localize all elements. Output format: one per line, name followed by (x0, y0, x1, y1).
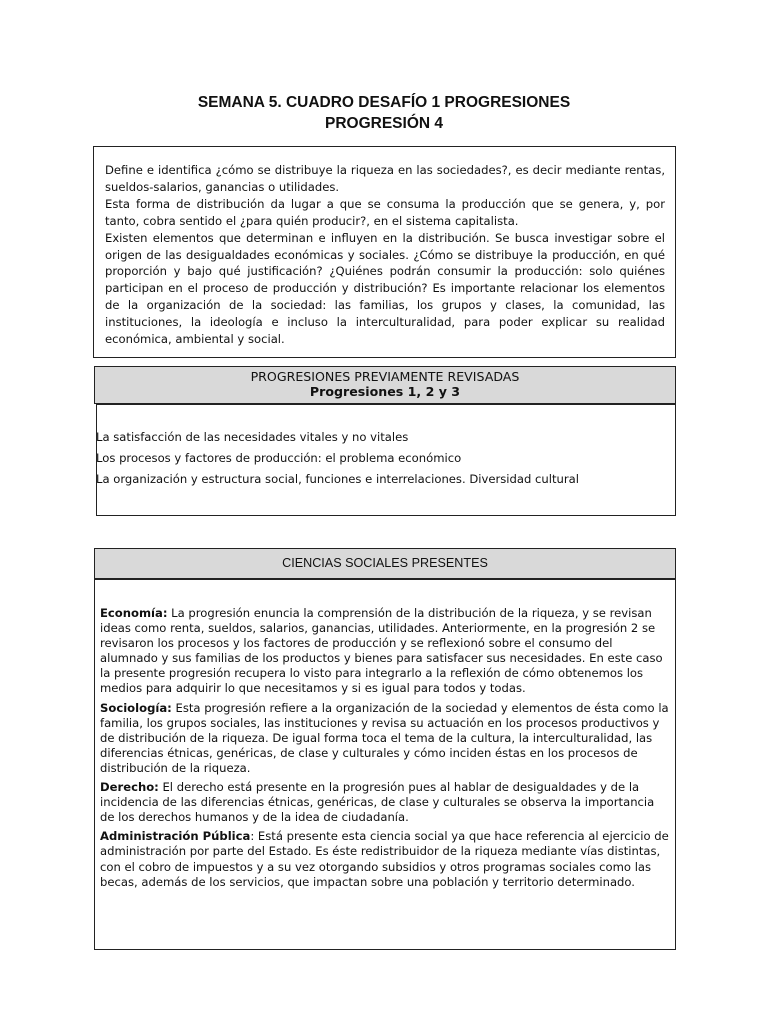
intro-paragraph: Esta forma de distribución da lugar a que se consuma la producción que se genera, y, por tanto, cobra sentido el ¿para quién producir?, en el sistema capitalista. (105, 196, 665, 228)
law-label: Derecho: (100, 780, 159, 795)
previous-progressions-heading: PROGRESIONES PREVIAMENTE REVISADAS (250, 369, 520, 384)
public-administration-text: : Está presente esta ciencia social ya que hace referencia al ejercicio de administración por parte del Estado. Es éste redistribuidor de la riqueza mediante vías distintas, con el cobro de impuestos y a su vez otorgando subsidios y otros programas sociales como las becas, además de los servicios, que impactan sobre una población y territorio determinado. (100, 829, 669, 889)
document-header (0, 92, 768, 134)
intro-paragraph: Existen elementos que determinan e influyen en la distribución. Se busca investigar sobre el origen de las desigualdades económicas y sociales. ¿Cómo se distribuye la producción, en qué proporción y bajo qué justificación? ¿Quiénes podrán consumir la producción: solo quiénes participan en el proceso de producción y distribución? Es importante relacionar los elementos de la organización de la sociedad: las familias, los grupos y clases, la comunidad, las instituciones, la ideología e incluso la interculturalidad, para poder explicar su realidad económica, ambiental y social. (105, 230, 665, 347)
previous-progressions-list (96, 404, 676, 516)
sociology-text: Esta progresión refiere a la organización de la sociedad y elementos de ésta como la familia, los grupos sociales, las instituciones y revisa su actuación en los procesos productivos y de distribución de la riqueza. De igual forma toca el tema de la cultura, la interculturalidad, las diferencias étnicas, genéricas, de clase y culturales y cómo inciden éstas en los procesos de distribución de la riqueza. (100, 700, 669, 775)
public-administration-label: Administración Pública (100, 829, 251, 844)
economics-label: Economía: (100, 606, 168, 620)
law-entry (100, 780, 670, 825)
previous-progression-item: La organización y estructura social, funciones e interrelaciones. Diversidad cultural (96, 472, 579, 486)
document-title: SEMANA 5. CUADRO DESAFÍO 1 PROGRESIONES (197, 94, 571, 111)
social-sciences-body (94, 579, 676, 950)
public-administration-entry (100, 829, 670, 889)
previous-progression-item: La satisfacción de las necesidades vitales y no vitales (96, 430, 409, 444)
sociology-label: Sociología: (100, 700, 172, 715)
previous-progressions-subheading: Progresiones 1, 2 y 3 (309, 384, 461, 399)
intro-box (93, 146, 676, 358)
previous-progressions-header (94, 366, 676, 404)
document-subtitle: PROGRESIÓN 4 (325, 115, 443, 132)
social-sciences-header (94, 548, 676, 579)
intro-text (105, 162, 665, 348)
economics-entry (100, 606, 670, 697)
economics-text: La progresión enuncia la comprensión de la distribución de la riqueza, y se revisan ideas como renta, sueldos, salarios, ganancias, utilidades. Anteriormente, en la progresión 2 se revisaron los procesos y los factores de producción y se reflexionó sobre el consumo del alumnado y sus familias de los productos y bienes para satisfacer sus necesidades. En este caso la presente progresión recupera lo visto para integrarlo a la reflexión de cómo obtenemos los medios para adquirir lo que necesitamos y si es igual para todos y todas. (100, 606, 663, 696)
law-text: El derecho está presente en la progresión pues al hablar de desigualdades y de la incidencia de las diferencias étnicas, genéricas, de clase y culturales se observa la importancia de los derechos humanos y de la idea de ciudadanía. (100, 780, 655, 825)
sociology-entry (100, 701, 670, 776)
previous-progression-item: Los procesos y factores de producción: el problema económico (96, 451, 462, 465)
social-sciences-heading: CIENCIAS SOCIALES PRESENTES (282, 556, 488, 570)
intro-paragraph: Define e identifica ¿cómo se distribuye la riqueza en las sociedades?, es decir mediante rentas, sueldos-salarios, ganancias o utilidades. (105, 163, 665, 194)
